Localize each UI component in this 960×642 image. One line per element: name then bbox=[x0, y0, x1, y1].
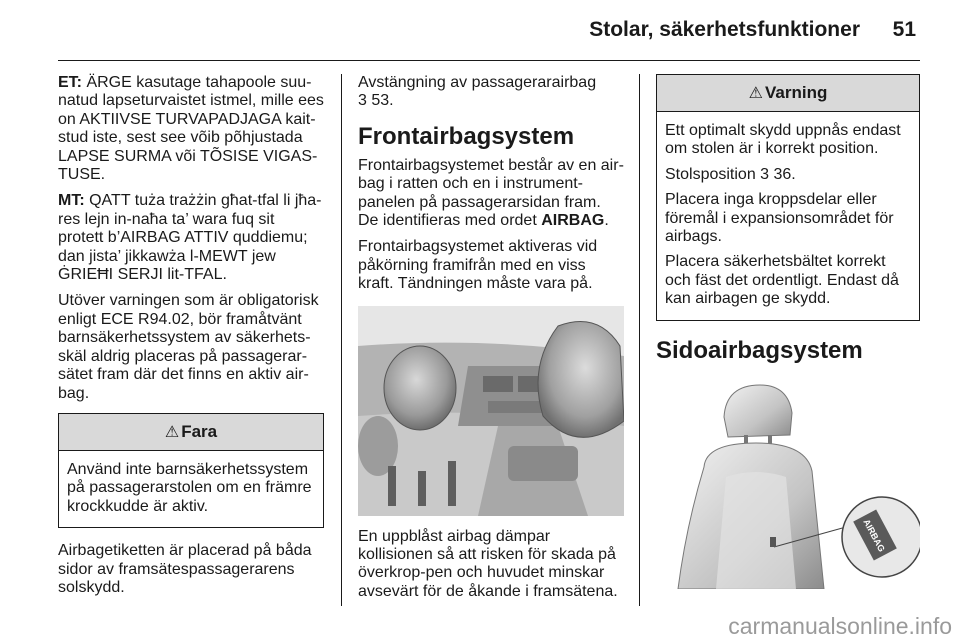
front-airbag-description bbox=[358, 157, 624, 231]
caution-text-2: Stolsposition 3 36. bbox=[665, 165, 796, 183]
caution-box bbox=[656, 74, 920, 321]
column-divider-left bbox=[341, 74, 342, 606]
caution-box-title: Varning bbox=[764, 83, 828, 102]
reference-text: Avstängning av passagerarairbag bbox=[358, 74, 597, 91]
danger-box-header bbox=[59, 414, 323, 451]
front-airbag-illustration bbox=[358, 306, 624, 516]
watermark: carmanualsonline.info bbox=[728, 613, 952, 639]
estonian-warning bbox=[58, 74, 324, 184]
et-label: ET: bbox=[58, 74, 82, 91]
reference-page-link[interactable]: 3 53. bbox=[358, 92, 394, 110]
column-2 bbox=[358, 74, 624, 609]
page-number: 51 bbox=[892, 18, 916, 41]
mt-text: QATT tuża trażżin għat-tfal li jħa-res lejn in-naħa ta’ wara fuq sit protett b’AIRBAG ATTIV quddiemu; dan jista’ jikkawża l-MEWT jew ĠRIEĦI SERJI lit-TFAL. bbox=[58, 192, 322, 284]
front-airbag-text: Frontairbagsystemet består av en air-bag i ratten och en i instrument-panelen på passagerarsidan fram. De identifieras med ordet bbox=[358, 156, 624, 230]
et-text: ÄRGE kasutage tahapoole suu-natud lapseturvaistet istmel, mille ees on AKTIIVSE TURVAPADJAGA kait-stud iste, sest see võib põhjustada LAPSE SURMA või TÕSISE VIGAS-TUSE. bbox=[58, 74, 324, 184]
warning-triangle-icon: ⚠ bbox=[748, 85, 763, 102]
danger-box-body bbox=[59, 451, 323, 527]
airbag-keyword: AIRBAG bbox=[541, 212, 605, 230]
caution-text-3: Placera inga kroppsdelar eller föremål i expansionsområdet för airbags. bbox=[665, 191, 894, 246]
column-1 bbox=[58, 74, 324, 605]
caution-box-header bbox=[657, 75, 919, 112]
front-airbag-text-end: . bbox=[604, 212, 609, 230]
page-header-title: Stolar, säkerhetsfunktioner bbox=[589, 18, 860, 41]
passenger-airbag-reference bbox=[358, 74, 624, 111]
danger-box-title: Fara bbox=[181, 421, 218, 441]
front-airbag-heading: Frontairbagsystem bbox=[358, 122, 575, 150]
warning-triangle-icon: ⚠ bbox=[164, 423, 180, 441]
side-airbag-seat-illustration bbox=[656, 377, 920, 589]
side-airbag-heading: Sidoairbagsystem bbox=[656, 336, 863, 364]
inflated-airbag-paragraph: En uppblåst airbag dämpar kollisionen så att risken för skada på överkrop-pen och huvudet minskar avsevärt för de åkande i framsätena. bbox=[358, 527, 618, 600]
front-airbag-activation: Frontairbagsystemet aktiveras vid påkörning framifrån med en viss kraft. Tändningen måste vara på. bbox=[358, 238, 598, 293]
header-rule bbox=[58, 60, 920, 61]
airbag-label-paragraph: Airbagetiketten är placerad på båda sidor av framsätespassagerarens solskydd. bbox=[58, 542, 312, 596]
maltese-warning bbox=[58, 192, 324, 284]
airbag-tag-text: AIRBAG bbox=[861, 517, 887, 554]
caution-box-body bbox=[657, 112, 919, 320]
danger-box bbox=[58, 413, 324, 528]
caution-text-4: Placera säkerhetsbältet korrekt och fäst det ordentligt. Endast då kan airbagen ge skydd. bbox=[665, 253, 899, 308]
column-3 bbox=[656, 74, 920, 601]
caution-text-1: Ett optimalt skydd uppnås endast om stolen är i korrekt position. bbox=[665, 122, 901, 158]
ece-paragraph: Utöver varningen som är obligatorisk enligt ECE R94.02, bör framåtvänt barnsäkerhetssystem av säkerhets-skäl aldrig placeras på passagerar-sätet fram där det finns en aktiv air-bag. bbox=[58, 292, 319, 402]
danger-box-text: Använd inte barnsäkerhetssystem på passagerarstolen om en främre krockkudde är aktiv. bbox=[67, 460, 312, 515]
mt-label: MT: bbox=[58, 192, 85, 210]
column-divider-right bbox=[639, 74, 640, 606]
